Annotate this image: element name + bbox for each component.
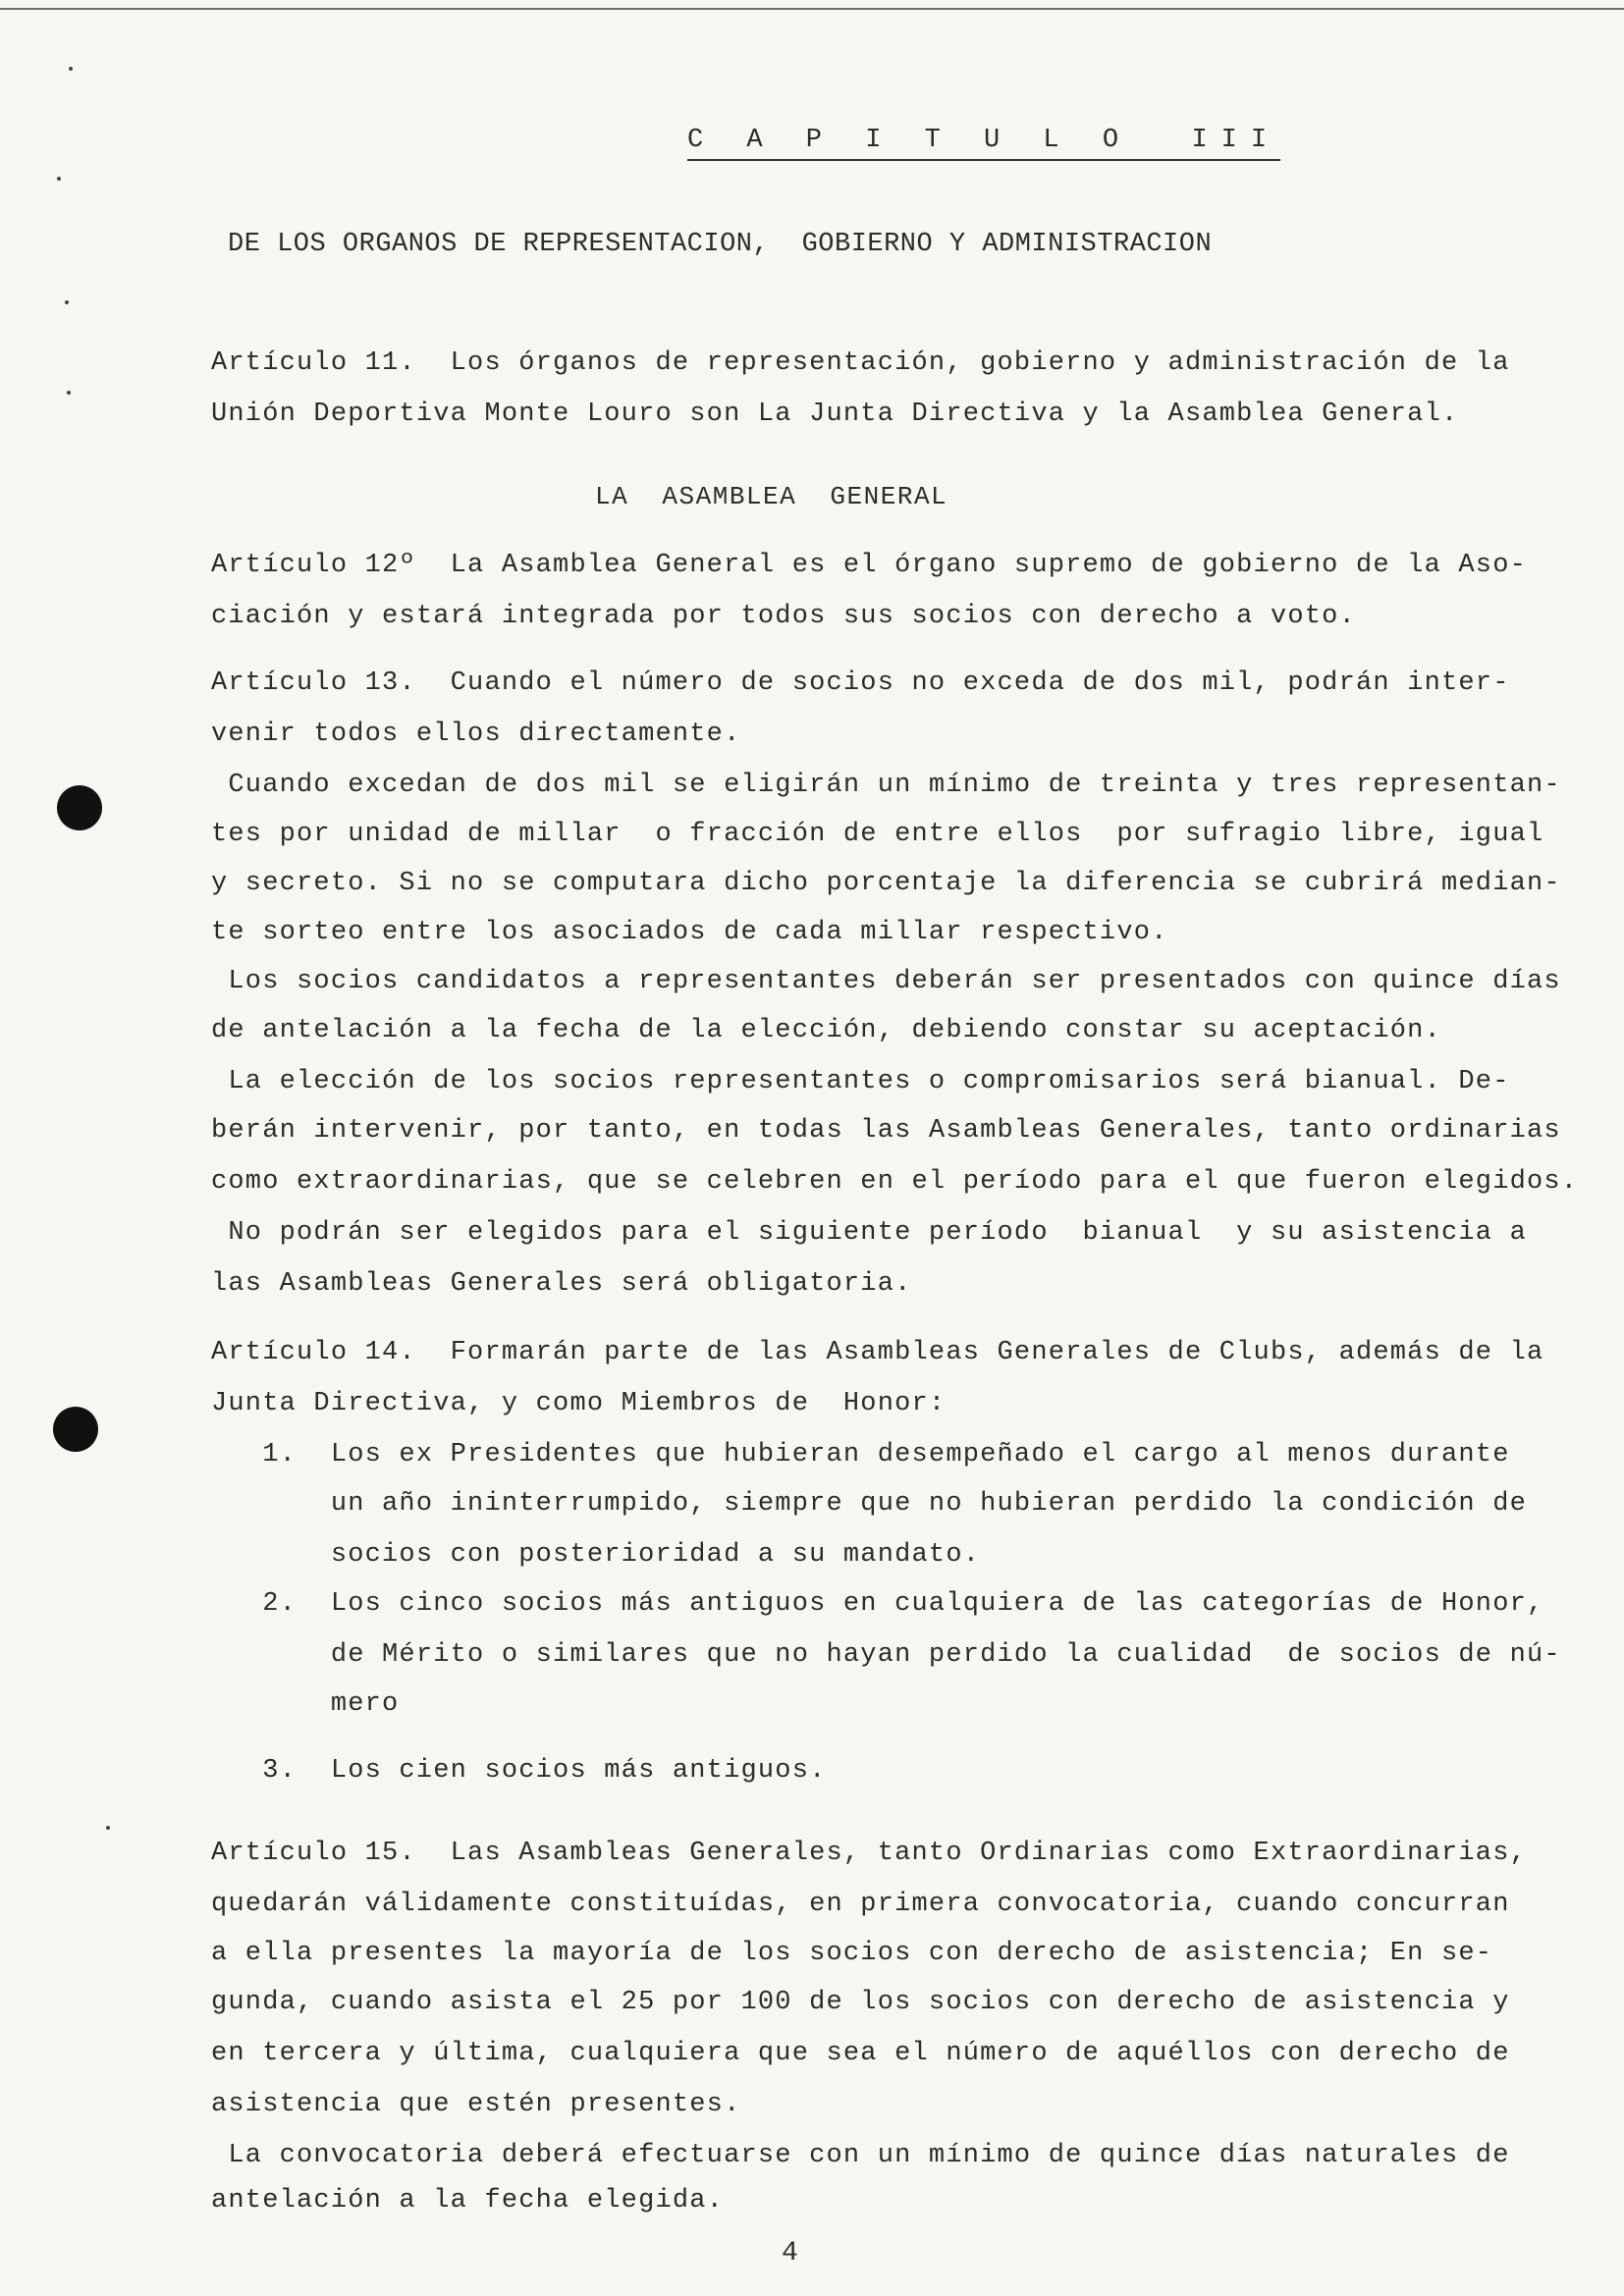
- speck: [106, 1826, 110, 1830]
- text-line: de Mérito o similares que no hayan perdido la cualidad de socios de nú-: [211, 1640, 1561, 1670]
- text-line: te sorteo entre los asociados de cada millar respectivo.: [211, 918, 1168, 947]
- chapter-title: C A P I T U L O III: [687, 126, 1280, 161]
- list-item: 2. Los cinco socios más antiguos en cualquiera de las categorías de Honor,: [211, 1589, 1544, 1619]
- section-heading: LA ASAMBLEA GENERAL: [595, 482, 948, 511]
- text-line: un año ininterrumpido, siempre que no hubieran perdido la condición de: [211, 1489, 1528, 1519]
- text-line: mero: [211, 1689, 400, 1719]
- text-line: Los socios candidatos a representantes deberán ser presentados con quince días: [211, 967, 1561, 996]
- text-line: gunda, cuando asista el 25 por 100 de los socios con derecho de asistencia y: [211, 1988, 1510, 2017]
- text-line: en tercera y última, cualquiera que sea el número de aquéllos con derecho de: [211, 2039, 1510, 2068]
- text-line: ciación y estará integrada por todos sus socios con derecho a voto.: [211, 602, 1356, 631]
- text-line: tes por unidad de millar o fracción de entre ellos por sufragio libre, igual: [211, 820, 1544, 849]
- text-line: asistencia que estén presentes.: [211, 2090, 741, 2119]
- punch-hole-bottom: [53, 1407, 98, 1452]
- text-line: como extraordinarias, que se celebren en el período para el que fueron elegidos.: [211, 1167, 1579, 1197]
- text-line: Artículo 12º La Asamblea General es el órgano supremo de gobierno de la Aso-: [211, 551, 1528, 580]
- text-line: quedarán válidamente constituídas, en primera convocatoria, cuando concurran: [211, 1890, 1510, 1919]
- text-line: las Asambleas Generales será obligatoria.: [211, 1269, 912, 1299]
- list-item: 1. Los ex Presidentes que hubieran desempeñado el cargo al menos durante: [211, 1440, 1510, 1469]
- speck: [69, 67, 73, 71]
- text-line: antelación a la fecha elegida.: [211, 2186, 725, 2216]
- page-number: 4: [782, 2238, 798, 2269]
- text-line: No podrán ser elegidos para el siguiente período bianual y su asistencia a: [211, 1218, 1528, 1248]
- text-line: Cuando excedan de dos mil se eligirán un mínimo de treinta y tres representan-: [211, 771, 1561, 800]
- text-line: La elección de los socios representantes o compromisarios será bianual. De-: [211, 1067, 1510, 1096]
- text-line: Artículo 14. Formarán parte de las Asambleas Generales de Clubs, además de la: [211, 1338, 1544, 1367]
- text-line: socios con posterioridad a su mandato.: [211, 1540, 981, 1570]
- text-line: a ella presentes la mayoría de los socios con derecho de asistencia; En se-: [211, 1939, 1493, 1968]
- text-line: La convocatoria deberá efectuarse con un mínimo de quince días naturales de: [211, 2141, 1510, 2170]
- speck: [57, 177, 61, 181]
- text-line: venir todos ellos directamente.: [211, 720, 741, 749]
- chapter-subtitle: DE LOS ORGANOS DE REPRESENTACION, GOBIERNO Y ADMINISTRACION: [228, 230, 1213, 259]
- text-line: y secreto. Si no se computara dicho porcentaje la diferencia se cubrirá median-: [211, 869, 1561, 898]
- text-line: Unión Deportiva Monte Louro son La Junta Directiva y la Asamblea General.: [211, 400, 1459, 429]
- text-line: Artículo 11. Los órganos de representación, gobierno y administración de la: [211, 348, 1510, 378]
- text-line: Junta Directiva, y como Miembros de Honor:: [211, 1389, 947, 1418]
- speck: [67, 391, 71, 395]
- punch-hole-top: [57, 785, 102, 830]
- text-line: Artículo 13. Cuando el número de socios no exceda de dos mil, podrán inter-: [211, 668, 1510, 698]
- list-item: 3. Los cien socios más antiguos.: [211, 1756, 827, 1786]
- text-line: de antelación a la fecha de la elección, debiendo constar su aceptación.: [211, 1016, 1441, 1045]
- speck: [65, 300, 69, 304]
- text-line: Artículo 15. Las Asambleas Generales, tanto Ordinarias como Extraordinarias,: [211, 1839, 1528, 1868]
- text-line: berán intervenir, por tanto, en todas las Asambleas Generales, tanto ordinarias: [211, 1116, 1561, 1146]
- top-rule: [0, 8, 1624, 10]
